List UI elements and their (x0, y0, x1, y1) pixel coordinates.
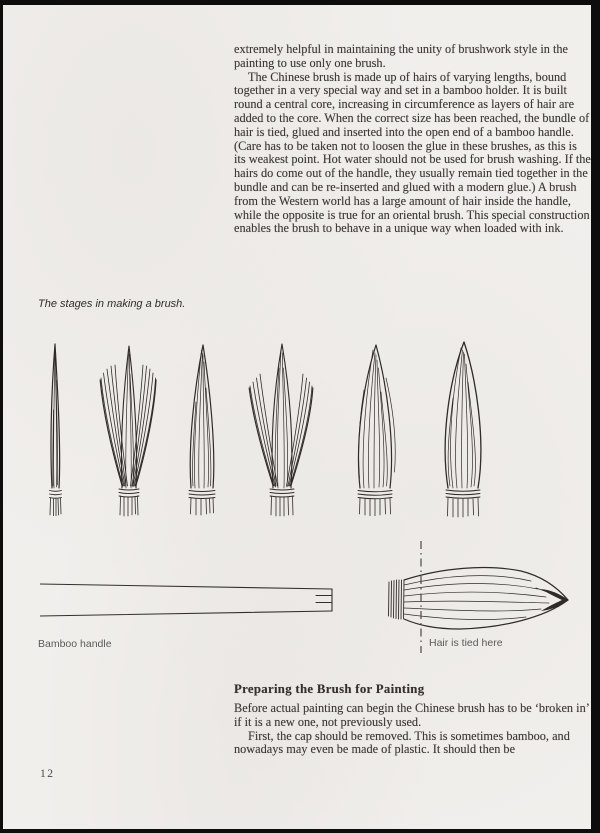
paragraph-continued: extremely helpful in maintaining the unity of brushwork style in the painting to use only one brush. (234, 42, 568, 70)
paragraph-chinese-brush: The Chinese brush is made up of hairs of varying lengths, bound together in a very special way and set in a bamboo holder. It is built round a central core, increasing in circumference as layers of hair are added to the core. When the correct size has been reached, the bundle of hair is tied, glued and inserted into the open end of a bamboo handle. (Care has to be taken not to loosen the glue in these brushes, as this is its weakest point. Hot water should not be used for brush washing. If the hairs do come out of the handle, they usually remain tied together in the bundle and can be re-inserted and glued with a modern glue.) A brush from the Western world has a large amount of hair inside the handle, while the opposite is true for an oriental brush. This special construction enables the brush to behave in a unique way when loaded with ink. (234, 69, 591, 236)
figure-caption: The stages in making a brush. (38, 298, 186, 310)
tie-marker-line (416, 541, 426, 653)
brush-stage-2-splayed-tuft-illustration (99, 338, 157, 518)
intro-text-block (234, 43, 591, 236)
paragraph-broken-in: Before actual painting can begin the Chinese brush has to be ‘broken in’ if it is a new one, not previously used. (234, 701, 589, 729)
brush-stage-1-sparse-tuft-illustration (42, 340, 68, 516)
page-number: 12 (40, 768, 55, 780)
page-edge-bottom (0, 829, 600, 833)
page-edge-left (0, 0, 3, 833)
brush-stage-6-finished-full-tuft-illustration (436, 338, 490, 518)
brush-stage-5-fuller-tuft-illustration (351, 340, 399, 516)
bamboo-handle-label: Bamboo handle (38, 638, 112, 650)
section-text-block (234, 702, 591, 757)
page-edge-right (591, 0, 600, 833)
hair-tied-label: Hair is tied here (429, 637, 503, 649)
paragraph-cap-removed: First, the cap should be removed. This is sometimes bamboo, and nowadays may even be made of plastic. It should then be (234, 728, 570, 757)
finished-brush-illustration (386, 560, 572, 636)
page-edge-top (0, 0, 600, 5)
brush-stage-3-shaped-tuft-illustration (184, 340, 220, 516)
bamboo-handle-illustration (40, 581, 334, 619)
brush-stage-4-wide-splayed-tuft-illustration (248, 338, 314, 518)
section-heading: Preparing the Brush for Painting (234, 682, 425, 696)
